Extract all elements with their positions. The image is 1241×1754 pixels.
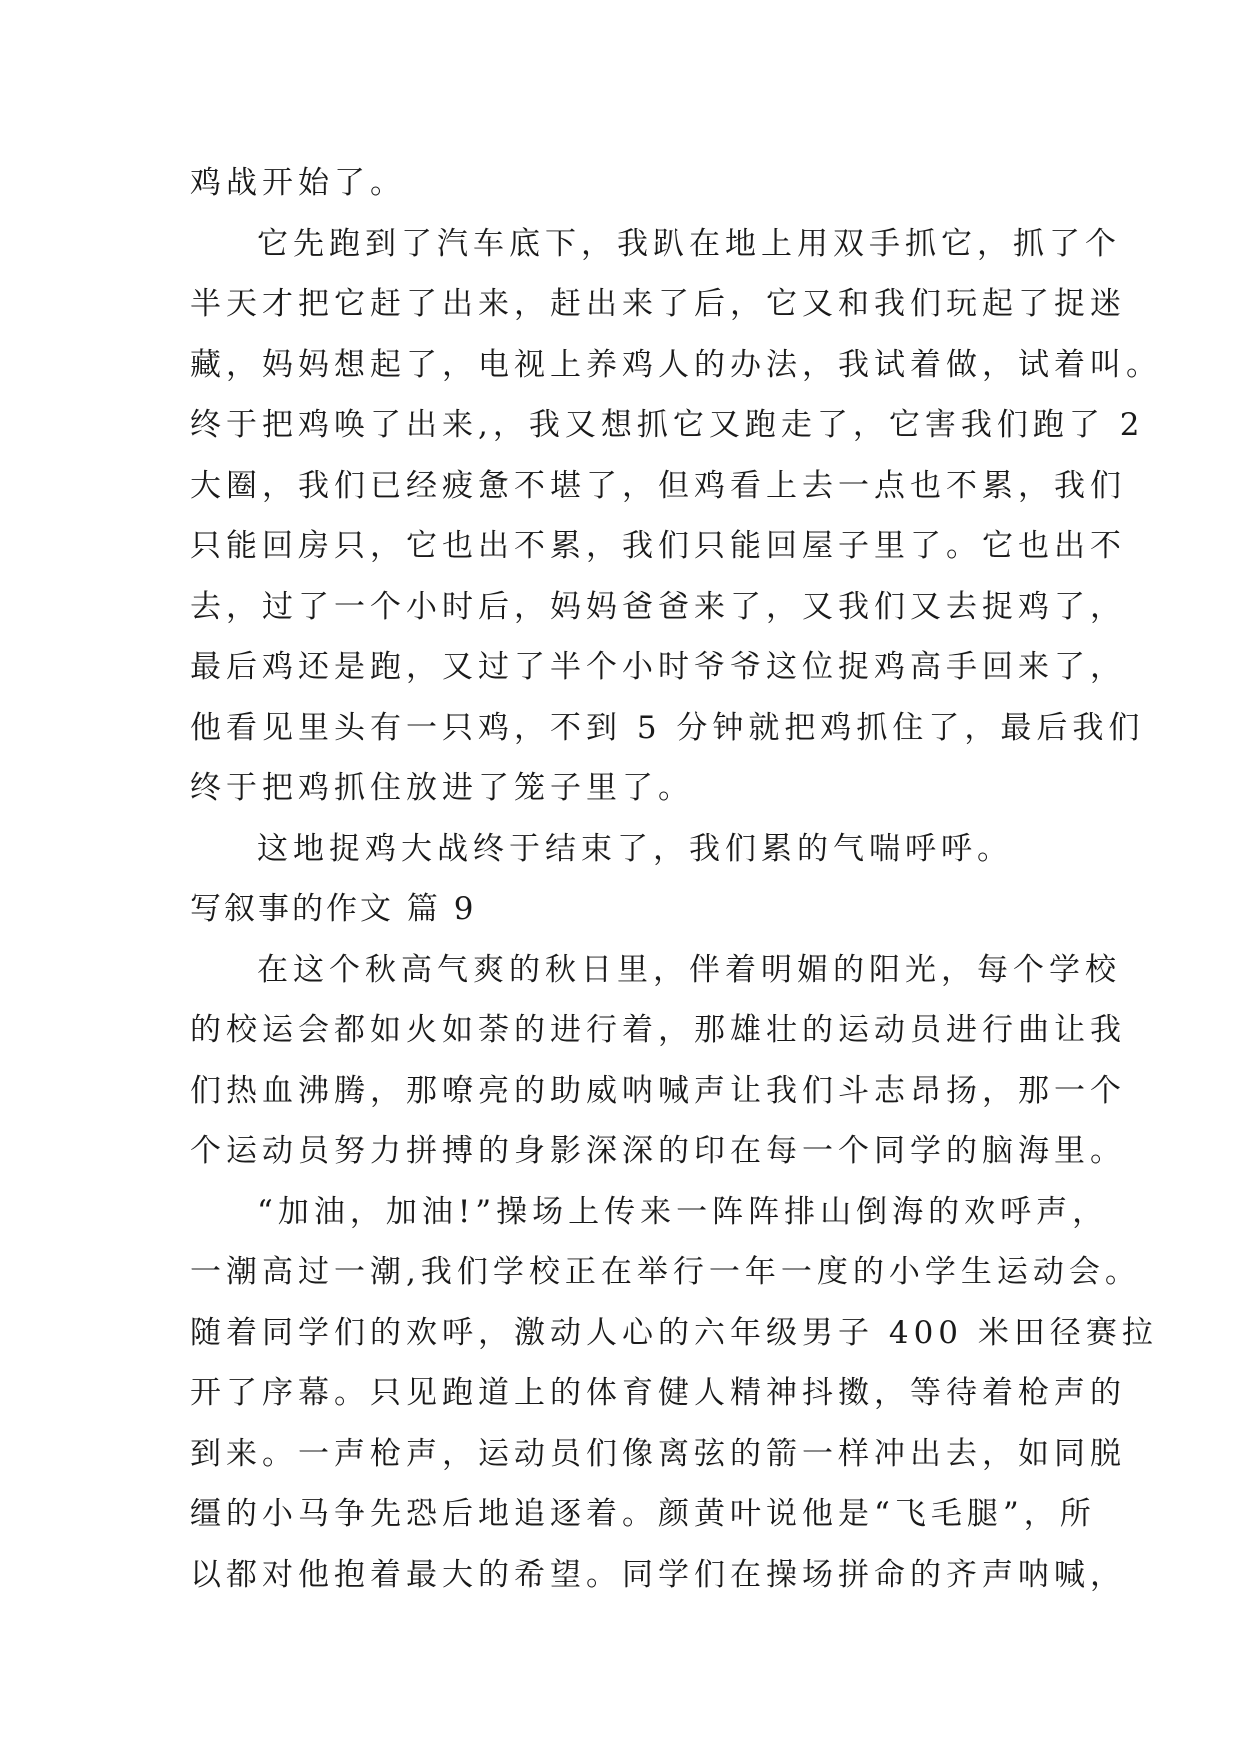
text-line: 这地捉鸡大战终于结束了，我们累的气喘呼呼。 bbox=[257, 830, 1013, 867]
text-line: 们热血沸腾，那嘹亮的助威呐喊声让我们斗志昂扬，那一个 bbox=[190, 1072, 1126, 1109]
text-line: 以都对他抱着最大的希望。同学们在操场拼命的齐声呐喊， bbox=[190, 1556, 1126, 1593]
text-line: 终于把鸡抓住放进了笼子里了。 bbox=[190, 770, 694, 806]
text-line: 它先跑到了汽车底下，我趴在地上用双手抓它，抓了个 bbox=[257, 225, 1121, 262]
text-line: 最后鸡还是跑，又过了半个小时爷爷这位捉鸡高手回来了， bbox=[190, 649, 1126, 685]
text-line: 一潮高过一潮,我们学校正在举行一年一度的小学生运动会。 bbox=[190, 1254, 1141, 1290]
text-line: 在这个秋高气爽的秋日里，伴着明媚的阳光，每个学校 bbox=[257, 951, 1121, 988]
essay-text bbox=[190, 153, 1162, 1605]
text-line: 藏，妈妈想起了，电视上养鸡人的办法，我试着做，试着叫。 bbox=[190, 346, 1162, 383]
text-line: 的校运会都如火如荼的进行着，那雄壮的运动员进行曲让我 bbox=[190, 1012, 1126, 1048]
text-line: 到来。一声枪声，运动员们像离弦的箭一样冲出去，如同脱 bbox=[190, 1435, 1126, 1472]
text-line: 半天才把它赶了出来，赶出来了后，它又和我们玩起了捉迷 bbox=[190, 286, 1126, 322]
text-line: 缰的小马争先恐后地追逐着。颜黄叶说他是“飞毛腿”，所 bbox=[190, 1496, 1096, 1532]
text-line: 去，过了一个小时后，妈妈爸爸来了，又我们又去捉鸡了， bbox=[190, 588, 1126, 625]
section-heading: 写叙事的作文 篇 9 bbox=[190, 891, 477, 927]
text-line: 开了序幕。只见跑道上的体育健人精神抖擞，等待着枪声的 bbox=[190, 1375, 1126, 1411]
text-line: 鸡战开始了。 bbox=[190, 165, 406, 201]
text-line: 大圈，我们已经疲惫不堪了，但鸡看上去一点也不累，我们 bbox=[190, 467, 1126, 504]
text-line: 终于把鸡唤了出来,，我又想抓它又跑走了，它害我们跑了 2 bbox=[190, 407, 1145, 443]
text-line: “加油，加油!”操场上传来一阵阵排山倒海的欢呼声， bbox=[257, 1193, 1109, 1230]
text-line: 个运动员努力拼搏的身影深深的印在每一个同学的脑海里。 bbox=[190, 1133, 1126, 1169]
text-line: 只能回房只，它也出不累，我们只能回屋子里了。它也出不 bbox=[190, 528, 1126, 564]
text-line: 他看见里头有一只鸡，不到 5 分钟就把鸡抓住了，最后我们 bbox=[190, 709, 1145, 746]
text-line: 随着同学们的欢呼，激动人心的六年级男子 400 米田径赛拉 bbox=[190, 1314, 1158, 1351]
